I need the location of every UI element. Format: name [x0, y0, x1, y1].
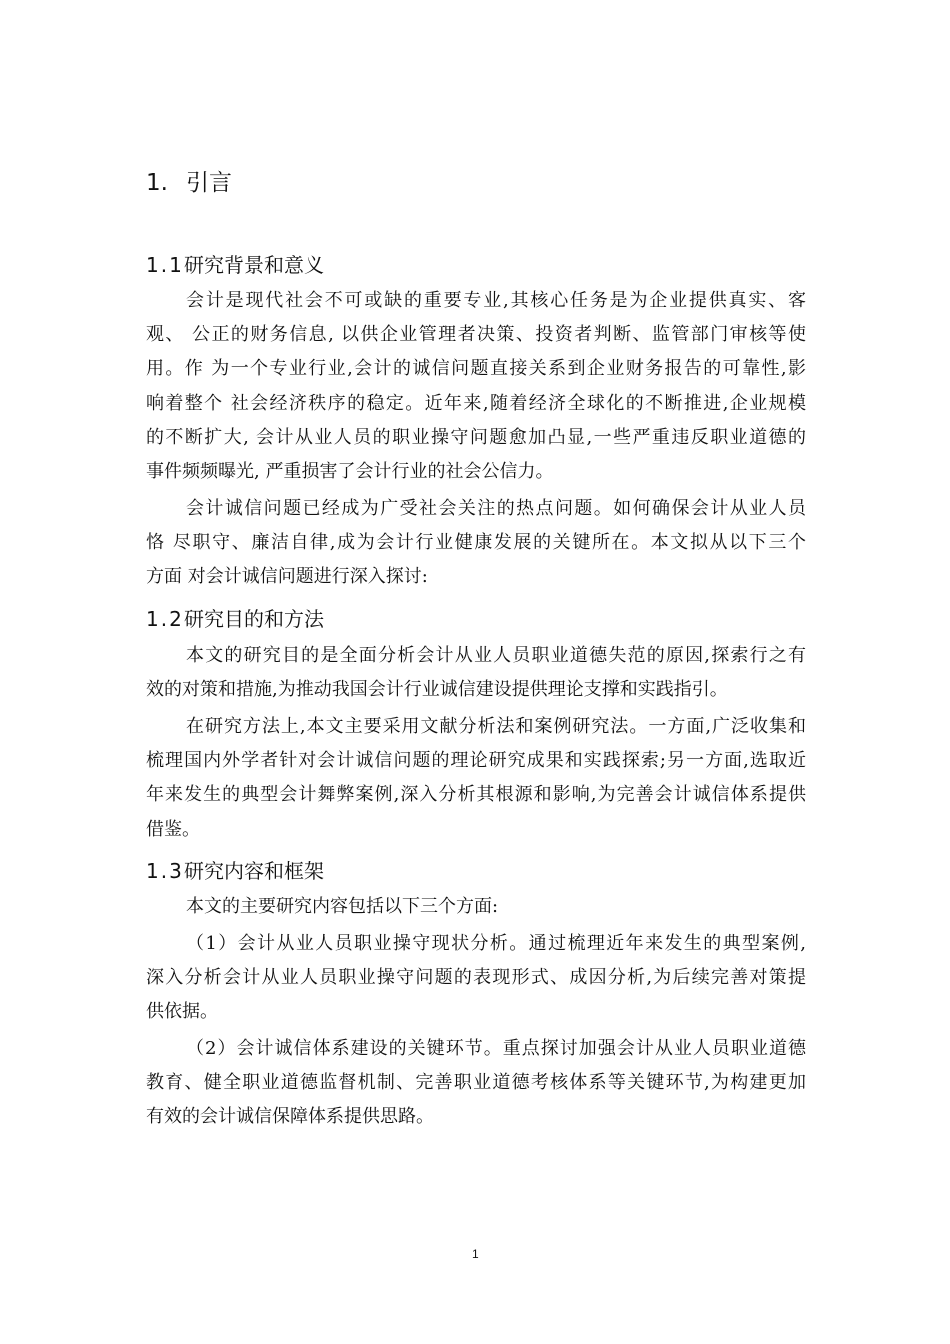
paragraph — [146, 492, 806, 595]
paragraph-line: 有效的会计诚信保障体系提供思路。 — [146, 1106, 434, 1128]
paragraph-line: 本文的主要研究内容包括以下三个方面: — [186, 896, 499, 917]
paragraph-line: 会计是现代社会不可或缺的重要专业,其核心任务是为企业提供真实、客 — [186, 290, 806, 311]
section-title: 研究背景和意义 — [184, 253, 324, 277]
section-number: 1.1 — [146, 253, 184, 277]
section-heading — [146, 855, 324, 884]
paragraph — [146, 284, 806, 489]
paragraph-line: 教育、健全职业道德监督机制、完善职业道德考核体系等关键环节,为构建更加 — [146, 1072, 806, 1094]
chapter-title-text: 引言 — [186, 170, 232, 196]
paragraph-line: 年来发生的典型会计舞弊案例,深入分析其根源和影响,为完善会计诚信体系提供 — [146, 784, 806, 806]
paragraph-line: 借鉴。 — [146, 818, 200, 840]
paragraph-line: 供依据。 — [146, 1001, 218, 1023]
paragraph-line: 本文的研究目的是全面分析会计从业人员职业道德失范的原因,探索行之有 — [186, 645, 806, 666]
page-number: 1 — [472, 1247, 479, 1261]
paragraph-line: 效的对策和措施,为推动我国会计行业诚信建设提供理论支撑和实践指引。 — [146, 679, 728, 701]
section-number: 1.2 — [146, 607, 184, 631]
paragraph — [146, 1032, 806, 1135]
section-heading — [146, 249, 324, 278]
paragraph-line: 观、 公正的财务信息, 以供企业管理者决策、投资者判断、监管部门审核等使 — [146, 324, 806, 346]
paragraph-line: 梳理国内外学者针对会计诚信问题的理论研究成果和实践探索;另一方面,选取近 — [146, 750, 806, 772]
section-heading — [146, 603, 324, 632]
paragraph — [146, 710, 806, 847]
paragraph-line: 恪 尽职守、廉洁自律,成为会计行业健康发展的关键所在。本文拟从以下三个 — [146, 532, 806, 554]
paragraph-line: 事件频频曝光, 严重损害了会计行业的社会公信力。 — [146, 460, 554, 482]
paragraph-line: 的不断扩大, 会计从业人员的职业操守问题愈加凸显,一些严重违反职业道德的 — [146, 426, 806, 448]
paragraph-line: 在研究方法上,本文主要采用文献分析法和案例研究法。一方面,广泛收集和 — [186, 716, 806, 737]
chapter-number: 1. — [146, 170, 168, 196]
paragraph — [146, 639, 806, 707]
paragraph-line: 深入分析会计从业人员职业操守问题的表现形式、成因分析,为后续完善对策提 — [146, 967, 806, 989]
paragraph — [146, 927, 806, 1030]
paragraph — [146, 890, 806, 924]
section-title: 研究目的和方法 — [184, 607, 324, 631]
paragraph-line: 用。作 为一个专业行业,会计的诚信问题直接关系到企业财务报告的可靠性,影 — [146, 358, 806, 380]
chapter-title — [146, 164, 232, 197]
paragraph-line: （2）会计诚信体系建设的关键环节。重点探讨加强会计从业人员职业道德 — [186, 1038, 806, 1059]
paragraph-line: 响着整个 社会经济秩序的稳定。近年来,随着经济全球化的不断推进,企业规模 — [146, 392, 806, 414]
section-title: 研究内容和框架 — [184, 859, 324, 883]
paragraph-line: 方面 对会计诚信问题进行深入探讨: — [146, 566, 428, 588]
section-number: 1.3 — [146, 859, 184, 883]
paragraph-line: 会计诚信问题已经成为广受社会关注的热点问题。如何确保会计从业人员 — [186, 498, 806, 519]
paragraph-line: （1）会计从业人员职业操守现状分析。通过梳理近年来发生的典型案例, — [186, 933, 806, 954]
